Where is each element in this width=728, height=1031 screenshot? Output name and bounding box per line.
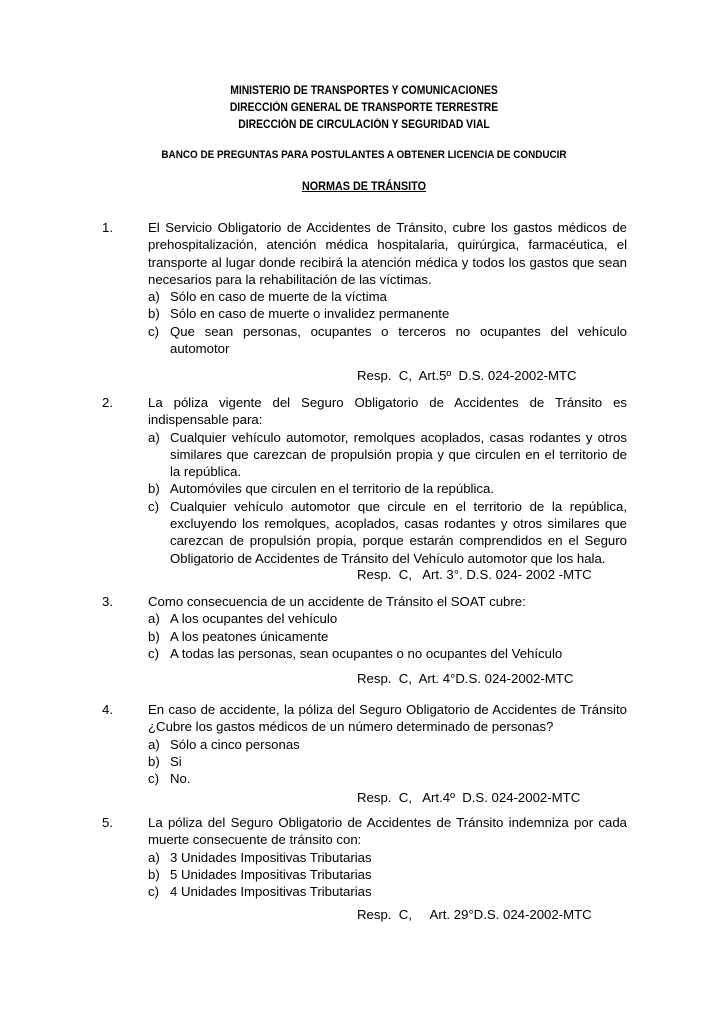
option-text: Sólo a cinco personas [170, 736, 300, 752]
option-text: A los ocupantes del vehículo [170, 611, 338, 627]
option-letter: b) [148, 866, 160, 882]
option-letter: a) [148, 429, 160, 445]
option-text: No. [170, 771, 191, 787]
option-c [148, 498, 627, 567]
option-letter: c) [148, 498, 159, 514]
option-c [148, 323, 627, 358]
answer-reference: Resp. C, Art. 29°D.S. 024-2002-MTC [357, 907, 592, 922]
option-letter: b) [148, 306, 160, 322]
option-letter: c) [148, 771, 159, 787]
answer-reference: Resp. C, Art. 4°D.S. 024-2002-MTC [357, 671, 574, 686]
option-c [148, 883, 627, 900]
option-letter: b) [148, 753, 160, 769]
question-number: 4. [102, 702, 113, 717]
option-text: Que sean personas, ocupantes o terceros no ocupantes del vehículo automotor [170, 323, 627, 357]
question-text: La póliza del Seguro Obligatorio de Accidentes de Tránsito indemniza por cada muerte consecuente de tránsito con: [148, 815, 627, 848]
bank-title: BANCO DE PREGUNTAS PARA POSTULANTES A OBTENER LICENCIA DE CONDUCIR [161, 149, 567, 161]
question-text: Como consecuencia de un accidente de Tránsito el SOAT cubre: [148, 594, 526, 609]
header-direction-general: DIRECCIÓN GENERAL DE TRANSPORTE TERRESTRE [229, 102, 499, 114]
option-c [148, 770, 627, 787]
option-text: Cualquier vehículo automotor, remolques acoplados, casas rodantes y otros similares que carezcan de propulsión propia y que circulen en el territorio de la república. [170, 429, 627, 480]
option-text: Si [170, 753, 182, 769]
option-c [148, 645, 627, 662]
option-b [148, 866, 627, 883]
option-a [148, 736, 627, 753]
option-letter: b) [148, 481, 160, 497]
header-ministry: MINISTERIO DE TRANSPORTES Y COMUNICACIONES [230, 85, 498, 97]
option-text: Sólo en caso de muerte o invalidez permanente [170, 306, 450, 322]
option-text: 4 Unidades Impositivas Tributarias [170, 884, 372, 900]
option-letter: c) [148, 645, 159, 661]
option-text: 5 Unidades Impositivas Tributarias [170, 866, 372, 882]
option-text: A todas las personas, sean ocupantes o no ocupantes del Vehículo [170, 645, 563, 661]
question-number: 3. [102, 594, 113, 609]
option-a [148, 429, 627, 481]
option-text: 3 Unidades Impositivas Tributarias [170, 849, 372, 865]
option-letter: c) [148, 323, 159, 339]
option-text: Automóviles que circulen en el territorio de la república. [170, 481, 494, 497]
answer-reference: Resp. C, Art.5º D.S. 024-2002-MTC [357, 368, 577, 383]
option-a [148, 849, 627, 866]
section-title-text: NORMAS DE TRÁNSITO [301, 179, 427, 193]
question-number: 5. [102, 815, 113, 830]
question-number: 1. [102, 220, 113, 235]
option-letter: a) [148, 289, 160, 305]
question-text: La póliza vigente del Seguro Obligatorio de Accidentes de Tránsito es indispensable para: [148, 395, 627, 428]
question-text: En caso de accidente, la póliza del Seguro Obligatorio de Accidentes de Tránsito ¿Cubre los gastos médicos de un número determinado de personas? [148, 702, 627, 735]
answer-reference: Resp. C, Art.4º D.S. 024-2002-MTC [357, 790, 581, 805]
option-letter: a) [148, 611, 160, 627]
question-text: El Servicio Obligatorio de Accidentes de Tránsito, cubre los gastos médicos de prehospitalización, atención médica hospitalaria, quirúrgica, farmacéutica, el transporte al lugar donde recibirá la atención médica y todos los gastos que sean necesarios para la rehabilitación de las víctimas. [148, 220, 627, 287]
option-a [148, 288, 627, 305]
section-title [36, 179, 691, 193]
option-letter: c) [148, 884, 159, 900]
option-text: A los peatones únicamente [170, 628, 329, 644]
option-letter: a) [148, 849, 160, 865]
option-b [148, 480, 627, 497]
answer-reference: Resp. C, Art. 3°. D.S. 024- 2002 -MTC [357, 567, 592, 582]
option-text: Sólo en caso de muerte de la víctima [170, 289, 387, 305]
option-b [148, 305, 627, 322]
option-letter: b) [148, 628, 160, 644]
option-b [148, 753, 627, 770]
option-text: Cualquier vehículo automotor que circule en el territorio de la república, excluyendo los remolques, acoplados, casas rodantes y otros similares que carezcan de propulsión propia, porque estarán comprendidos en el Seguro Obligatorio de Accidentes de Tránsito del Vehículo automotor que los hala. [170, 498, 627, 566]
option-a [148, 610, 627, 627]
option-letter: a) [148, 736, 160, 752]
header-direction-circulation: DIRECCIÓN DE CIRCULACIÓN Y SEGURIDAD VIAL [238, 119, 490, 131]
question-number: 2. [102, 395, 113, 410]
option-b [148, 628, 627, 645]
document-header [0, 83, 728, 134]
